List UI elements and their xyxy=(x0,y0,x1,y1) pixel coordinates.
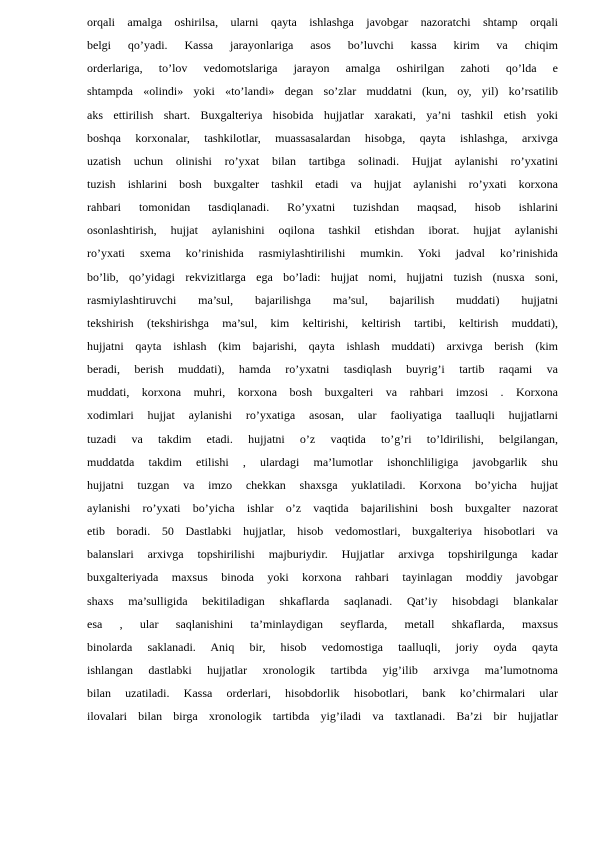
text-line: beradi, berish muddati), hamda ro’yxatni tasdiqlash buyrig’i tartib raqami va xyxy=(87,362,558,377)
text-line: ilovalari bilan birga xronologik tartibda yig’iladi va taxtlanadi. Ba’zi bir hujjatlar xyxy=(87,709,558,724)
text-line: hujjatni qayta ishlash (kim bajarishi, qayta ishlash muddati) arxivga berish (kim xyxy=(87,338,558,353)
text-line: binolarda saklanadi. Aniq bir, hisob vedomostiga taalluqli, joriy oyda qayta xyxy=(87,639,558,654)
text-line: osonlashtirish, hujjat aylanishini oqilona tashkil etishdan iborat. hujjat aylanishi xyxy=(87,223,558,238)
text-line: muddati, korxona muhri, korxona bosh buxgalteri va rahbari imzosi . Korxona xyxy=(87,385,558,400)
text-line: balanslari arxivga topshirilishi majburiydir. Hujjatlar arxivga topshirilgunga kadar xyxy=(87,547,558,562)
text-line: ro’yxati sxema ko’rinishida rasmiylashtirilishi mumkin. Yoki jadval ko’rinishida xyxy=(87,246,558,261)
text-line: shaxs ma’sulligida bekitiladigan shkaflarda saqlanadi. Qat’iy hisobdagi blankalar xyxy=(87,593,558,608)
text-line: orderlariga, to’lov vedomotslariga jarayon amalga oshirilgan zahoti qo’lda e xyxy=(87,61,558,76)
text-line: xodimlari hujjat aylanishi ro’yxatiga asosan, ular faoliyatiga taalluqli hujjatlarni xyxy=(87,408,558,423)
text-line: buxgalteriyada maxsus binoda yoki korxona rahbari tayinlagan moddiy javobgar xyxy=(87,570,558,585)
text-line: shtampda «olindi» yoki «to’landi» degan so’zlar muddatni (kun, oy, yil) ko’rsatilib xyxy=(87,84,558,99)
text-line: orqali amalga oshirilsa, ularni qayta ishlashga javobgar nazoratchi shtamp orqali xyxy=(87,15,558,29)
text-line: ishlangan dastlabki hujjatlar xronologik tartibda yig’ilib arxivga ma’lumotnoma xyxy=(87,662,558,677)
text-line: bilan uzatiladi. Kassa orderlari, hisobdorlik hisobotlari, bank ko’chirmalari ular xyxy=(87,686,558,701)
text-line: rahbari tomonidan tasdiqlanadi. Ro’yxatni tuzishdan maqsad, hisob ishlarini xyxy=(87,200,558,215)
text-line: rasmiylashtiruvchi ma’sul, bajarilishga ma’sul, bajarilish muddati) hujjatni xyxy=(87,292,558,307)
text-line: muddatda takdim etilishi , ulardagi ma’lumotlar ishonchliligiga javobgarlik shu xyxy=(87,454,558,469)
text-line: aks ettirilish shart. Buxgalteriya hisobida hujjatlar xarakati, ya’ni tashkil etish yoki xyxy=(87,107,558,122)
text-line: tuzish ishlarini bosh buxgalter tashkil etadi va hujjat aylanishi ro’yxati korxona xyxy=(87,176,558,191)
text-line: hujjatni tuzgan va imzo chekkan shaxsga yuklatiladi. Korxona bo’yicha hujjat xyxy=(87,477,558,492)
text-line: belgi qo’yadi. Kassa jarayonlariga asos bo’luvchi kassa kirim va chiqim xyxy=(87,38,558,53)
body-text xyxy=(87,11,558,728)
text-line: esa , ular saqlanishini ta’minlaydigan seyflarda, metall shkaflarda, maxsus xyxy=(87,616,558,631)
text-line: boshqa korxonalar, tashkilotlar, muassasalardan hisobga, qayta ishlashga, arxivga xyxy=(87,130,558,145)
text-line: tekshirish (tekshirishga ma’sul, kim keltirishi, keltirish tartibi, keltirish muddati), xyxy=(87,315,558,330)
text-line: tuzadi va takdim etadi. hujjatni o’z vaqtida to’g’ri to’ldirilishi, belgilangan, xyxy=(87,431,558,446)
text-line: bo’lib, qo’yidagi rekvizitlarga ega bo’ladi: hujjat nomi, hujjatni tuzish (nusxa soni, xyxy=(87,269,558,284)
text-line: uzatish uchun olinishi ro’yxat bilan tartibga solinadi. Hujjat aylanishi ro’yxatini xyxy=(87,153,558,168)
text-line: etib boradi. 50 Dastlabki hujjatlar, hisob vedomostlari, buxgalteriya hisobotlari va xyxy=(87,524,558,539)
text-line: aylanishi ro’yxati bo’yicha ishlar o’z vaqtida bajarilishini bosh buxgalter nazorat xyxy=(87,500,558,515)
